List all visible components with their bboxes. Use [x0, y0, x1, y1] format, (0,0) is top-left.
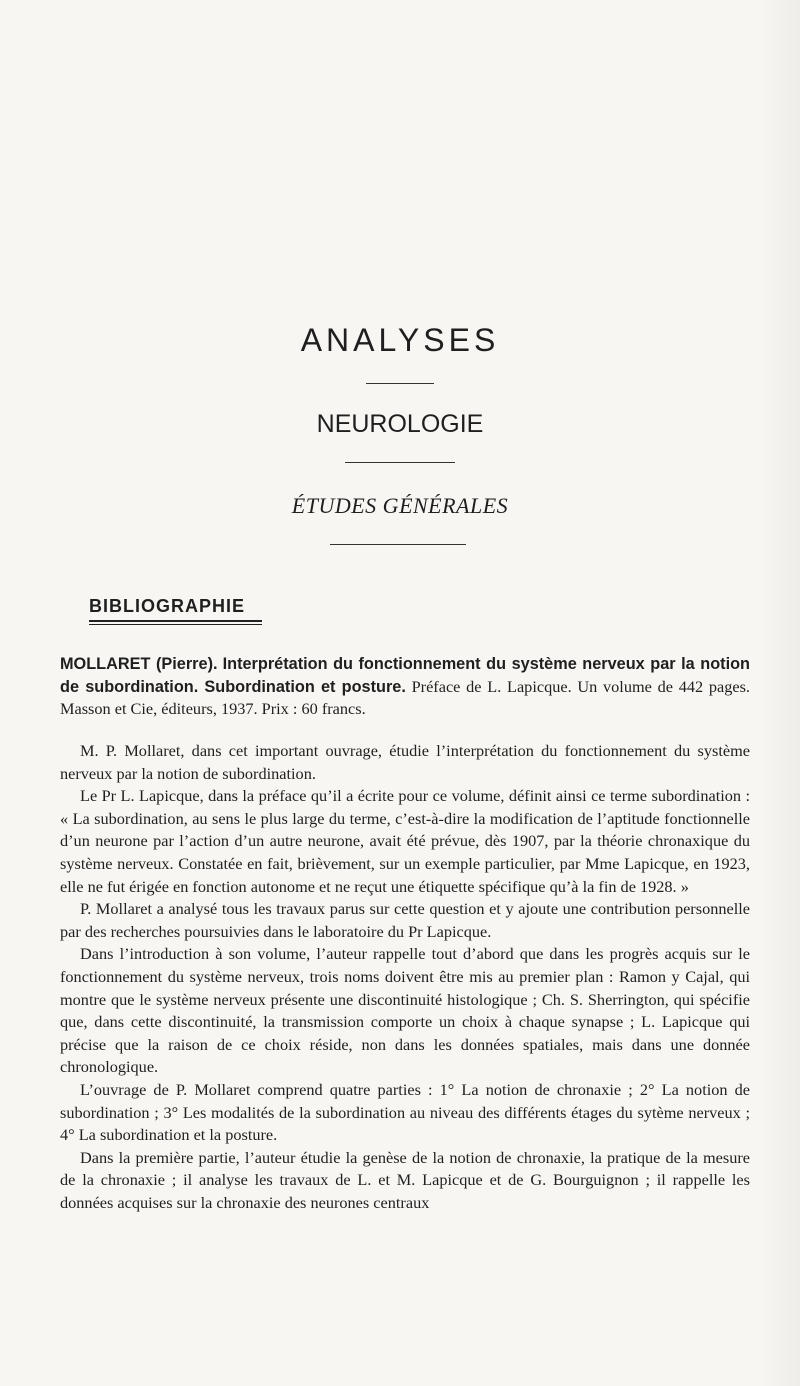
- paragraph: M. P. Mollaret, dans cet important ouvrage, étudie l’interprétation du fonctionnement du système nerveux par la notion de subordination.: [60, 741, 750, 783]
- entry-author: MOLLARET (Pierre).: [60, 655, 218, 673]
- paragraph: Dans la première partie, l’auteur étudie la genèse de la notion de chronaxie, la pratique de la mesure de la chronaxie ; il analyse les travaux de L. et M. Lapicque et de G. Bourguignon ; il rappelle les données acquises sur la chronaxie des neurones centraux: [60, 1147, 750, 1212]
- entry-publication: Préface de L. Lapicque. Un volume de 442 pages. Masson et Cie, éditeurs, 1937. Prix : 60 francs.: [60, 676, 750, 718]
- category-underline-thin: [89, 624, 262, 625]
- section-heading: ÉTUDES GÉNÉRALES: [291, 493, 509, 518]
- paragraph: L’ouvrage de P. Mollaret comprend quatre parties : 1° La notion de chronaxie ; 2° La notion de subordination ; 3° Les modalités de la subordination au niveau des différents étages du sytème nerveux ; 4° La subordination et la posture.: [60, 1079, 750, 1145]
- section-divider: [330, 544, 466, 545]
- paragraph: Dans l’introduction à son volume, l’auteur rappelle tout d’abord que dans les progrès acquis sur le fonctionnement du système nerveux, trois noms doivent être mis au premier plan : Ramon y Cajal, qui montre que le système nerveux présente une discontinuité histologique ; Ch. S. Sherrington, qui spécifie que, dans cette discontinuité, la transmission comporte un choix à chaque synapse ; L. Lapicque qui précise que la raison de ce choix réside, non dans les données spatiales, mais dans une donnée chronologique.: [60, 944, 750, 1077]
- bibliographic-entry: [60, 653, 750, 721]
- paragraph: P. Mollaret a analysé tous les travaux parus sur cette question et y ajoute une contribution personnelle par des recherches poursuivies dans le laboratoire du Pr Lapicque.: [60, 899, 750, 941]
- page-subtitle: NEUROLOGIE: [316, 410, 484, 438]
- review-body: [60, 740, 750, 1214]
- subtitle-divider: [345, 462, 455, 463]
- title-divider: [366, 383, 434, 384]
- category-heading: BIBLIOGRAPHIE: [89, 596, 246, 616]
- page-title: ANALYSES: [300, 322, 500, 358]
- paragraph: Le Pr L. Lapicque, dans la préface qu’il a écrite pour ce volume, définit ainsi ce terme subordination : « La subordination, au sens le plus large du terme, c’est-à-dire la modification de l’aptitude fonctionnelle d’un neurone par l’action d’un autre neurone, avait été prévue, dès 1907, par la théorie chronaxique du système nerveux. Constatée en fait, brièvement, sur un exemple particulier, par Mme Lapicque, en 1923, elle ne fut érigée en fonction autonome et ne reçut une étiquette spécifique qu’à la fin de 1928. »: [60, 786, 750, 896]
- entry-title: Interprétation du fonctionnement du système nerveux par la notion de subordination. Subordination et posture.: [60, 655, 750, 696]
- page-edge-shadow: [760, 0, 800, 1386]
- category-underline: [89, 620, 262, 622]
